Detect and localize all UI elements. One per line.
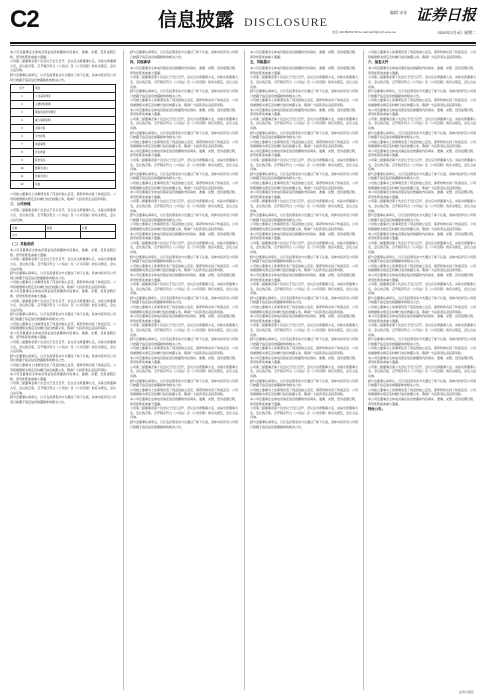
- article-columns: [10, 50, 476, 690]
- table-cell: 比例: [81, 225, 116, 232]
- paragraph: 公司第二届董事会第十次会议于近日召开，会议应出席董事九名，实际出席董事九名，会议的召集、召开程序符合《公司法》及《公司章程》的有关规定，会议合法有效。: [368, 364, 476, 378]
- paragraph: 公司独立董事对上述事项发表了同意的独立意见，保荐机构出具了核查意见。公司将根据相关规定及时履行信息披露义务，敬请广大投资者注意投资风险。: [250, 222, 358, 231]
- paragraph: 公司第二届董事会第十次会议于近日召开，会议应出席董事九名，实际出席董事九名，会议的召集、召开程序符合《公司法》及《公司章程》的有关规定，会议合法有效。: [10, 381, 116, 395]
- shareholding-table: [10, 224, 116, 239]
- paragraph: 公司第二届董事会第十次会议于近日召开，会议应出席董事九名，实际出席董事九名，会议的召集、召开程序符合《公司法》及《公司章程》的有关规定，会议合法有效。: [250, 158, 358, 172]
- paragraph: 公司独立董事对上述事项发表了同意的独立意见，保荐机构出具了核查意见。公司将根据相关规定及时履行信息披露义务，敬请广大投资者注意投资风险。: [250, 139, 358, 149]
- table-cell: 股份变动: [34, 157, 116, 165]
- paragraph: 本公司及董事会全体成员保证信息披露的内容真实、准确、完整，没有虚假记载、误导性陈述或重大遗漏。: [368, 272, 476, 282]
- paragraph: 本公司及董事会全体成员保证信息披露的内容真实、准确、完整，没有虚假记载、误导性陈述或重大遗漏。: [368, 355, 476, 365]
- table-cell: 数量: [46, 225, 81, 232]
- table-cell: 12: [11, 181, 34, 189]
- paragraph: 经与会董事认真审议，以记名投票表决方式通过了如下议案，具体内容详见公司同日披露于指定信息披露媒体的相关公告。: [368, 130, 476, 140]
- paragraph: 公司独立董事对上述事项发表了同意的独立意见，保荐机构出具了核查意见。公司将根据相关规定及时履行信息披露义务，敬请广大投资者注意投资风险。: [130, 139, 238, 149]
- paragraph: 本公司及董事会全体成员保证信息披露的内容真实、准确、完整，没有虚假记载、误导性陈述或重大遗漏。: [368, 231, 476, 241]
- table-row: [11, 85, 116, 93]
- column-2: [130, 50, 238, 690]
- paragraph: 公司独立董事对上述事项发表了同意的独立意见，保荐机构出具了核查意见。公司将根据相关规定及时履行信息披露义务，敬请广大投资者注意投资风险。: [368, 263, 476, 273]
- table-cell: 承诺事项: [34, 141, 116, 149]
- body-text-block: [368, 66, 476, 406]
- paragraph: 本公司及董事会全体成员保证信息披露的内容真实、准确、完整，没有虚假记载、误导性陈述或重大遗漏。: [130, 148, 238, 158]
- paragraph: 公司第二届董事会第十次会议于近日召开，会议应出席董事九名，实际出席董事九名，会议的召集、召开程序符合《公司法》及《公司章程》的有关规定，会议合法有效。: [368, 323, 476, 337]
- paragraph: 本公司及董事会全体成员保证信息披露的内容真实、准确、完整，没有虚假记载、误导性陈述或重大遗漏。: [130, 355, 238, 365]
- table-row: [11, 181, 116, 189]
- paragraph: 经与会董事认真审议，以记名投票表决方式通过了如下议案，具体内容详见公司同日披露于指定信息披露媒体的相关公告。: [368, 89, 476, 98]
- paragraph: 本公司及董事会全体成员保证信息披露的内容真实、准确、完整，没有虚假记载、误导性陈述或重大遗漏。: [250, 231, 358, 241]
- table-cell: 序号: [11, 85, 34, 93]
- paragraph: 公司独立董事对上述事项发表了同意的独立意见，保荐机构出具了核查意见。公司将根据相关规定及时履行信息披露义务，敬请广大投资者注意投资风险。: [130, 305, 238, 314]
- paragraph: 本公司及董事会全体成员保证信息披露的内容真实、准确、完整，没有虚假记载、误导性陈述或重大遗漏。: [130, 231, 238, 241]
- table-row: [11, 141, 116, 149]
- paragraph: 经与会董事认真审议，以记名投票表决方式通过了如下议案，具体内容详见公司同日披露于指定信息披露媒体的相关公告。: [250, 419, 358, 429]
- paragraph: 本公司及董事会全体成员保证信息披露的内容真实、准确、完整，没有虚假记载、误导性陈述或重大遗漏。: [250, 190, 358, 199]
- paragraph: 公司第二届董事会第十次会议于近日召开，会议应出席董事九名，实际出席董事九名，会议的召集、召开程序符合《公司法》及《公司章程》的有关规定，会议合法有效。: [130, 158, 238, 172]
- paragraph: 公司第二届董事会第十次会议于近日召开，会议应出席董事九名，实际出席董事九名，会议的召集、召开程序符合《公司法》及《公司章程》的有关规定，会议合法有效。: [250, 199, 358, 213]
- paragraph: 公司第二届董事会第十次会议于近日召开，会议应出席董事九名，实际出席董事九名，会议的召集、召开程序符合《公司法》及《公司章程》的有关规定，会议合法有效。: [130, 364, 238, 378]
- paragraph: 公司第二届董事会第十次会议于近日召开，会议应出席董事九名，实际出席董事九名，会议的召集、召开程序符合《公司法》及《公司章程》的有关规定，会议合法有效。: [130, 240, 238, 254]
- paragraph: 公司第二届董事会第十次会议于近日召开，会议应出席董事九名，实际出席董事九名，会议的召集、召开程序符合《公司法》及《公司章程》的有关规定，会议合法有效。: [250, 116, 358, 130]
- table-cell: 名称: [11, 225, 46, 232]
- paragraph: 经与会董事认真审议，以记名投票表决方式通过了如下议案，具体内容详见公司同日披露于指定信息披露媒体的相关公告。: [368, 378, 476, 388]
- paragraph: 公司第二届董事会第十次会议于近日召开，会议应出席董事九名，实际出席董事九名，会议的召集、召开程序符合《公司法》及《公司章程》的有关规定，会议合法有效。: [10, 257, 116, 271]
- table-row: [11, 109, 116, 117]
- section-heading: 五、风险提示: [250, 60, 271, 65]
- table-cell: 公司基本情况: [34, 93, 116, 101]
- section-subheading: （二）其他说明: [10, 242, 34, 247]
- column-divider: [363, 50, 364, 690]
- paragraph: 公司独立董事对上述事项发表了同意的独立意见，保荐机构出具了核查意见。公司将根据相关规定及时履行信息披露义务，敬请广大投资者注意投资风险。: [250, 98, 358, 107]
- paragraph: 经与会董事认真审议，以记名投票表决方式通过了如下议案，具体内容详见公司同日披露于指定信息披露媒体的相关公告。: [130, 337, 238, 346]
- paragraph: 经与会董事认真审议，以记名投票表决方式通过了如下议案，具体内容详见公司同日披露于指定信息披露媒体的相关公告。: [250, 89, 358, 98]
- paragraph: 经与会董事认真审议，以记名投票表决方式通过了如下议案，具体内容详见公司同日披露于指定信息披露媒体的相关公告。: [10, 353, 116, 363]
- paragraph: 本公司及董事会全体成员保证信息披露的内容真实、准确、完整，没有虚假记载、误导性陈述或重大遗漏。: [130, 190, 238, 199]
- table-cell: 关联交易: [34, 125, 116, 133]
- paragraph: 本公司及董事会全体成员保证信息披露的内容真实、准确、完整，没有虚假记载、误导性陈述或重大遗漏。: [250, 107, 358, 117]
- table-row: [11, 165, 116, 173]
- paragraph: 本公司及董事会全体成员保证信息披露的内容真实、准确、完整，没有虚假记载、误导性陈述或重大遗漏。: [250, 66, 358, 75]
- closing-line: 特此公告。: [368, 407, 385, 412]
- paragraph: 本公司及董事会全体成员保证信息披露的内容真实、准确、完整，没有虚假记载、误导性陈述或重大遗漏。: [368, 66, 476, 75]
- paragraph: 公司第二届董事会第十次会议于近日召开，会议应出席董事九名，实际出席董事九名，会议的召集、召开程序符合《公司法》及《公司章程》的有关规定，会议合法有效。: [368, 158, 476, 172]
- column-1: [10, 50, 116, 690]
- paragraph: 公司第二届董事会第十次会议于近日召开，会议应出席董事九名，实际出席董事九名，会议的召集、召开程序符合《公司法》及《公司章程》的有关规定，会议合法有效。: [130, 75, 238, 89]
- paragraph: 经与会董事认真审议，以记名投票表决方式通过了如下议案，具体内容详见公司同日披露于指定信息披露媒体的相关公告。: [250, 337, 358, 346]
- paragraph: 本公司及董事会全体成员保证信息披露的内容真实、准确、完整，没有虚假记载、误导性陈述或重大遗漏。: [10, 289, 116, 299]
- paragraph: 公司独立董事对上述事项发表了同意的独立意见，保荐机构出具了核查意见。公司将根据相关规定及时履行信息披露义务，敬请广大投资者注意投资风险。: [130, 98, 238, 107]
- table-row: [11, 93, 116, 101]
- table-row: [11, 101, 116, 109]
- header-rule-thin: [10, 45, 476, 46]
- table-row: [11, 133, 116, 141]
- paragraph: 公司独立董事对上述事项发表了同意的独立意见，保荐机构出具了核查意见。公司将根据相关规定及时履行信息披露义务，敬请广大投资者注意投资风险。: [368, 346, 476, 355]
- paragraph: 经与会董事认真审议，以记名投票表决方式通过了如下议案，具体内容详见公司同日披露于指定信息披露媒体的相关公告。: [10, 271, 116, 280]
- paragraph: 经与会董事认真审议，以记名投票表决方式通过了如下议案，具体内容详见公司同日披露于指定信息披露媒体的相关公告。: [368, 254, 476, 264]
- paragraph: 经与会董事认真审议，以记名投票表决方式通过了如下议案，具体内容详见公司同日披露于指定信息披露媒体的相关公告。: [130, 378, 238, 388]
- body-text-block: [130, 66, 238, 429]
- table-cell: 9: [11, 157, 34, 165]
- paragraph: 公司第二届董事会第十次会议于近日召开，会议应出席董事九名，实际出席董事九名，会议的召集、召开程序符合《公司法》及《公司章程》的有关规定，会议合法有效。: [250, 75, 358, 89]
- paragraph: 公司独立董事对上述事项发表了同意的独立意见，保荐机构出具了核查意见。公司将根据相关规定及时履行信息披露义务，敬请广大投资者注意投资风险。: [250, 263, 358, 273]
- paragraph: 公司第二届董事会第十次会议于近日召开，会议应出席董事九名，实际出席董事九名，会议的召集、召开程序符合《公司法》及《公司章程》的有关规定，会议合法有效。: [130, 199, 238, 213]
- paragraph: 公司第二届董事会第十次会议于近日召开，会议应出席董事九名，实际出席董事九名，会议的召集、召开程序符合《公司法》及《公司章程》的有关规定，会议合法有效。: [250, 406, 358, 420]
- paragraph: 经与会董事认真审议，以记名投票表决方式通过了如下议案，具体内容详见公司同日披露于指定信息披露媒体的相关公告。: [10, 395, 116, 404]
- paragraph: 公司独立董事对上述事项发表了同意的独立意见，保荐机构出具了核查意见。公司将根据相关规定及时履行信息披露义务，敬请广大投资者注意投资风险。: [368, 222, 476, 231]
- body-text-block: [250, 66, 358, 429]
- table-cell: 主要财务数据: [34, 101, 116, 109]
- paragraph: 公司第二届董事会第十次会议于近日召开，会议应出席董事九名，实际出席董事九名，会议的召集、召开程序符合《公司法》及《公司章程》的有关规定，会议合法有效。: [130, 406, 238, 420]
- paragraph: 本公司及董事会全体成员保证信息披露的内容真实、准确、完整，没有虚假记载、误导性陈述或重大遗漏。: [368, 148, 476, 158]
- paragraph: 公司独立董事对上述事项发表了同意的独立意见，保荐机构出具了核查意见。公司将根据相关规定及时履行信息披露义务，敬请广大投资者注意投资风险。: [130, 263, 238, 273]
- paragraph: 公司独立董事对上述事项发表了同意的独立意见，保荐机构出具了核查意见。公司将根据相关规定及时履行信息披露义务，敬请广大投资者注意投资风险。: [10, 321, 116, 331]
- paragraph: 公司独立董事对上述事项发表了同意的独立意见，保荐机构出具了核查意见。公司将根据相关规定及时履行信息披露义务，敬请广大投资者注意投资风险。: [10, 192, 116, 201]
- table-cell: 合计: [11, 232, 46, 239]
- paragraph: 公司独立董事对上述事项发表了同意的独立意见，保荐机构出具了核查意见。公司将根据相关规定及时履行信息披露义务，敬请广大投资者注意投资风险。: [368, 181, 476, 190]
- paragraph: 公司独立董事对上述事项发表了同意的独立意见，保荐机构出具了核查意见。公司将根据相关规定及时履行信息披露义务，敬请广大投资者注意投资风险。: [368, 387, 476, 397]
- paragraph: 公司第二届董事会第十次会议于近日召开，会议应出席董事九名，实际出席董事九名，会议的召集、召开程序符合《公司法》及《公司章程》的有关规定，会议合法有效。: [250, 364, 358, 378]
- paragraph: 公司独立董事对上述事项发表了同意的独立意见，保荐机构出具了核查意见。公司将根据相关规定及时履行信息披露义务，敬请广大投资者注意投资风险。: [250, 305, 358, 314]
- paragraph: 公司独立董事对上述事项发表了同意的独立意见，保荐机构出具了核查意见。公司将根据相关规定及时履行信息披露义务，敬请广大投资者注意投资风险。: [10, 280, 116, 289]
- disclosure-table: [10, 84, 116, 189]
- paragraph: 公司独立董事对上述事项发表了同意的独立意见，保荐机构出具了核查意见。公司将根据相关规定及时履行信息披露义务，敬请广大投资者注意投资风险。: [10, 362, 116, 372]
- paragraph: 本公司及董事会全体成员保证信息披露的内容真实、准确、完整，没有虚假记载、误导性陈述或重大遗漏。: [10, 248, 116, 257]
- column-divider: [244, 50, 245, 690]
- paragraph: 经与会董事认真审议，以记名投票表决方式通过了如下议案，具体内容详见公司同日披露于指定信息披露媒体的相关公告。: [130, 213, 238, 222]
- paragraph: 本公司及董事会全体成员保证信息披露的内容真实、准确、完整，没有虚假记载、误导性陈述或重大遗漏。: [130, 396, 238, 406]
- paragraph: 本公司及董事会全体成员保证信息披露的内容真实、准确、完整，没有虚假记载、误导性陈述或重大遗漏。: [250, 355, 358, 365]
- section-heading: 四、其他事项: [130, 60, 151, 65]
- paragraph: 本公司及董事会全体成员保证信息披露的内容真实、准确、完整，没有虚假记载、误导性陈述或重大遗漏。: [250, 50, 358, 59]
- paragraph: 本公司及董事会全体成员保证信息披露的内容真实、准确、完整，没有虚假记载、误导性陈述或重大遗漏。: [250, 272, 358, 282]
- table-row: [11, 149, 116, 157]
- paragraph: 本公司及董事会全体成员保证信息披露的内容真实、准确、完整，没有虚假记载、误导性陈述或重大遗漏。: [250, 314, 358, 323]
- paragraph: 公司第二届董事会第十次会议于近日召开，会议应出席董事九名，实际出席董事九名，会议的召集、召开程序符合《公司法》及《公司章程》的有关规定，会议合法有效。: [368, 240, 476, 254]
- table-cell: 诉讼仲裁: [34, 149, 116, 157]
- paragraph: 公司独立董事对上述事项发表了同意的独立意见，保荐机构出具了核查意见。公司将根据相关规定及时履行信息披露义务，敬请广大投资者注意投资风险。: [250, 346, 358, 355]
- masthead: [10, 6, 476, 42]
- paragraph: 公司第二届董事会第十次会议于近日召开，会议应出席董事九名，实际出席董事九名，会议的召集、召开程序符合《公司法》及《公司章程》的有关规定，会议合法有效。: [250, 282, 358, 296]
- paragraph: 经与会董事认真审议，以记名投票表决方式通过了如下议案，具体内容详见公司同日披露于指定信息披露媒体的相关公告。: [130, 171, 238, 181]
- paragraph: 本公司及董事会全体成员保证信息披露的内容真实、准确、完整，没有虚假记载、误导性陈述或重大遗漏。: [250, 396, 358, 406]
- paragraph: 公司第二届董事会第十次会议于近日召开，会议应出席董事九名，实际出席董事九名，会议的召集、召开程序符合《公司法》及《公司章程》的有关规定，会议合法有效。: [10, 298, 116, 312]
- section-title-en: DISCLOSURE: [244, 15, 329, 29]
- table-cell: 3: [11, 109, 34, 117]
- table-cell: 5: [11, 125, 34, 133]
- paragraph: 经与会董事认真审议，以记名投票表决方式通过了如下议案，具体内容详见公司同日披露于指定信息披露媒体的相关公告。: [250, 378, 358, 388]
- paragraph: 经与会董事认真审议，以记名投票表决方式通过了如下议案，具体内容详见公司同日披露于指定信息披露媒体的相关公告。: [368, 213, 476, 222]
- paragraph: 本公司及董事会全体成员保证信息披露的内容真实、准确、完整，没有虚假记载、误导性陈述或重大遗漏。: [130, 107, 238, 117]
- paragraph: 经与会董事认真审议，以记名投票表决方式通过了如下议案，具体内容详见公司同日披露于指定信息披露媒体的相关公告。: [250, 254, 358, 264]
- paragraph: 经与会董事认真审议，以记名投票表决方式通过了如下议案，具体内容详见公司同日披露于指定信息披露媒体的相关公告。: [250, 295, 358, 305]
- paragraph: 公司第二届董事会第十次会议于近日召开，会议应出席董事九名，实际出席董事九名，会议的召集、召开程序符合《公司法》及《公司章程》的有关规定，会议合法有效。: [10, 59, 116, 73]
- issue-date: 2020年2月4日 星期二: [437, 30, 476, 35]
- paragraph: 经与会董事认真审议，以记名投票表决方式通过了如下议案，具体内容详见公司同日披露于指定信息披露媒体的相关公告。: [130, 50, 238, 59]
- paragraph: 本公司及董事会全体成员保证信息披露的内容真实、准确、完整，没有虚假记载、误导性陈述或重大遗漏。: [10, 330, 116, 340]
- page-code: C2: [10, 6, 39, 33]
- table-row: [11, 173, 116, 181]
- table-row: [11, 225, 116, 232]
- paragraph: 公司独立董事对上述事项发表了同意的独立意见，保荐机构出具了核查意见。公司将根据相关规定及时履行信息披露义务，敬请广大投资者注意投资风险。: [368, 98, 476, 107]
- paragraph: 公司第二届董事会第十次会议于近日召开，会议应出席董事九名，实际出席董事九名，会议的召集、召开程序符合《公司法》及《公司章程》的有关规定，会议合法有效。: [10, 340, 116, 354]
- table-cell: 8: [11, 149, 34, 157]
- header-rule: [10, 42, 476, 44]
- paragraph: 公司第二届董事会第十次会议于近日召开，会议应出席董事九名，实际出席董事九名，会议的召集、召开程序符合《公司法》及《公司章程》的有关规定，会议合法有效。: [368, 282, 476, 296]
- column-3: [250, 50, 358, 690]
- paragraph: 公司第二届董事会第十次会议于近日召开，会议应出席董事九名，实际出席董事九名，会议的召集、召开程序符合《公司法》及《公司章程》的有关规定，会议合法有效。: [130, 323, 238, 337]
- paragraph: 经与会董事认真审议，以记名投票表决方式通过了如下议案，具体内容详见公司同日披露于指定信息披露媒体的相关公告。: [10, 312, 116, 322]
- paragraph: 公司第二届董事会第十次会议于近日召开，会议应出席董事九名，实际出席董事九名，会议的召集、召开程序符合《公司法》及《公司章程》的有关规定，会议合法有效。: [250, 240, 358, 254]
- paragraph: 公司第二届董事会第十次会议于近日召开，会议应出席董事九名，实际出席董事九名，会议的召集、召开程序符合《公司法》及《公司章程》的有关规定，会议合法有效。: [250, 323, 358, 337]
- body-text-block: [10, 248, 116, 404]
- footer-imprint: 证券日报社: [458, 690, 474, 694]
- paragraph: 本公司及董事会全体成员保证信息披露的内容真实、准确、完整，没有虚假记载、误导性陈述或重大遗漏。: [250, 148, 358, 158]
- paragraph: 公司第二届董事会第十次会议于近日召开，会议应出席董事九名，实际出席董事九名，会议的召集、召开程序符合《公司法》及《公司章程》的有关规定，会议合法有效。: [130, 116, 238, 130]
- paragraph: 公司独立董事对上述事项发表了同意的独立意见，保荐机构出具了核查意见。公司将根据相关规定及时履行信息披露义务，敬请广大投资者注意投资风险。: [250, 387, 358, 397]
- column-divider: [123, 50, 124, 690]
- table-cell: [46, 232, 81, 239]
- paragraph: 公司独立董事对上述事项发表了同意的独立意见，保荐机构出具了核查意见。公司将根据相关规定及时履行信息披露义务，敬请广大投资者注意投资风险。: [130, 181, 238, 190]
- paragraph: 经与会董事认真审议，以记名投票表决方式通过了如下议案，具体内容详见公司同日披露于指定信息披露媒体的相关公告。: [250, 171, 358, 181]
- paragraph: 经与会董事认真审议，以记名投票表决方式通过了如下议案，具体内容详见公司同日披露于指定信息披露媒体的相关公告。: [130, 419, 238, 429]
- paragraph: 公司独立董事对上述事项发表了同意的独立意见，保荐机构出具了核查意见。公司将根据相关规定及时履行信息披露义务，敬请广大投资者注意投资风险。: [368, 305, 476, 314]
- paragraph: 公司第二届董事会第十次会议于近日召开，会议应出席董事九名，实际出席董事九名，会议的召集、召开程序符合《公司法》及《公司章程》的有关规定，会议合法有效。: [130, 282, 238, 296]
- paragraph: 公司第二届董事会第十次会议于近日召开，会议应出席董事九名，实际出席董事九名，会议的召集、召开程序符合《公司法》及《公司章程》的有关规定，会议合法有效。: [368, 199, 476, 213]
- paragraph: 本公司及董事会全体成员保证信息披露的内容真实、准确、完整，没有虚假记载、误导性陈述或重大遗漏。: [368, 314, 476, 323]
- paragraph: 公司独立董事对上述事项发表了同意的独立意见，保荐机构出具了核查意见。公司将根据相关规定及时履行信息披露义务，敬请广大投资者注意投资风险。: [368, 50, 476, 59]
- table-cell: 其他: [34, 181, 116, 189]
- table-cell: 募集资金使用情况: [34, 109, 116, 117]
- paragraph: 本公司及董事会全体成员保证信息披露的内容真实、准确、完整，没有虚假记载、误导性陈述或重大遗漏。: [130, 66, 238, 75]
- paragraph: 经与会董事认真审议，以记名投票表决方式通过了如下议案，具体内容详见公司同日披露于指定信息披露媒体的相关公告。: [250, 130, 358, 140]
- table-cell: 董事会决议: [34, 165, 116, 173]
- table-cell: 6: [11, 133, 34, 141]
- paragraph: 公司独立董事对上述事项发表了同意的独立意见，保荐机构出具了核查意见。公司将根据相关规定及时履行信息披露义务，敬请广大投资者注意投资风险。: [130, 346, 238, 355]
- newspaper-logo: 证券日报: [415, 6, 476, 24]
- paragraph: 本公司及董事会全体成员保证信息披露的内容真实、准确、完整，没有虚假记载、误导性陈述或重大遗漏。: [368, 396, 476, 406]
- paragraph: 公司独立董事对上述事项发表了同意的独立意见，保荐机构出具了核查意见。公司将根据相关规定及时履行信息披露义务，敬请广大投资者注意投资风险。: [130, 222, 238, 231]
- paragraph: 本公司及董事会全体成员保证信息披露的内容真实、准确、完整，没有虚假记载、误导性陈述或重大遗漏。: [130, 314, 238, 323]
- paragraph: 公司第二届董事会第十次会议于近日召开，会议应出席董事九名，实际出席董事九名，会议的召集、召开程序符合《公司法》及《公司章程》的有关规定，会议合法有效。: [368, 116, 476, 130]
- table-row: [11, 117, 116, 125]
- paragraph: 经与会董事认真审议，以记名投票表决方式通过了如下议案，具体内容详见公司同日披露于指定信息披露媒体的相关公告。: [130, 89, 238, 98]
- paragraph: 经与会董事认真审议，以记名投票表决方式通过了如下议案，具体内容详见公司同日披露于指定信息披露媒体的相关公告。: [130, 130, 238, 140]
- paragraph: 公司第二届董事会第十次会议于近日召开，会议应出席董事九名，实际出席董事九名，会议的召集、召开程序符合《公司法》及《公司章程》的有关规定，会议合法有效。: [10, 208, 116, 222]
- table-cell: 7: [11, 141, 34, 149]
- paragraph: 经与会董事认真审议，以记名投票表决方式通过了如下议案，具体内容详见公司同日披露于指定信息披露媒体的相关公告。: [250, 213, 358, 222]
- table-cell: 11: [11, 173, 34, 181]
- paragraph: 本公司及董事会全体成员保证信息披露的内容真实、准确、完整，没有虚假记载、误导性陈述或重大遗漏。: [368, 107, 476, 117]
- table-cell: 1: [11, 93, 34, 101]
- table-row: [11, 157, 116, 165]
- paragraph: 本公司及董事会全体成员保证信息披露的内容真实、准确、完整，没有虚假记载、误导性陈述或重大遗漏。: [368, 190, 476, 199]
- editor-line: 编辑 宋亮: [390, 10, 408, 15]
- section-title: 信息披露: [158, 9, 235, 31]
- table-cell: 对外担保: [34, 133, 116, 141]
- table-cell: 项目: [34, 85, 116, 93]
- paragraph: 经与会董事认真审议，以记名投票表决方式通过了如下议案，具体内容详见公司同日披露于指定信息披露媒体的相关公告。: [10, 72, 116, 82]
- table-cell: 4: [11, 117, 34, 125]
- table-cell: [81, 232, 116, 239]
- table-row: [11, 232, 116, 239]
- paragraph: 公司第二届董事会第十次会议于近日召开，会议应出席董事九名，实际出席董事九名，会议的召集、召开程序符合《公司法》及《公司章程》的有关规定，会议合法有效。: [368, 75, 476, 89]
- paragraph: 经与会董事认真审议，以记名投票表决方式通过了如下议案，具体内容详见公司同日披露于指定信息披露媒体的相关公告。: [130, 295, 238, 305]
- table-cell: 2: [11, 101, 34, 109]
- paragraph: 公司独立董事对上述事项发表了同意的独立意见，保荐机构出具了核查意见。公司将根据相关规定及时履行信息披露义务，敬请广大投资者注意投资风险。: [250, 181, 358, 190]
- paragraph: 经与会董事认真审议，以记名投票表决方式通过了如下议案，具体内容详见公司同日披露于指定信息披露媒体的相关公告。: [130, 254, 238, 264]
- section-heading: 三、公司治理: [10, 202, 31, 207]
- paragraph: 公司独立董事对上述事项发表了同意的独立意见，保荐机构出具了核查意见。公司将根据相关规定及时履行信息披露义务，敬请广大投资者注意投资风险。: [130, 387, 238, 397]
- paragraph: 公司独立董事对上述事项发表了同意的独立意见，保荐机构出具了核查意见。公司将根据相关规定及时履行信息披露义务，敬请广大投资者注意投资风险。: [368, 139, 476, 149]
- table-cell: 监事会决议: [34, 173, 116, 181]
- table-cell: 10: [11, 165, 34, 173]
- paragraph: 经与会董事认真审议，以记名投票表决方式通过了如下议案，具体内容详见公司同日披露于指定信息披露媒体的相关公告。: [368, 295, 476, 305]
- table-row: [11, 125, 116, 133]
- column-4: [368, 50, 476, 690]
- paragraph: 本公司及董事会全体成员保证信息披露的内容真实、准确、完整，没有虚假记载、误导性陈述或重大遗漏。: [10, 372, 116, 381]
- paragraph: 经与会董事认真审议，以记名投票表决方式通过了如下议案，具体内容详见公司同日披露于指定信息披露媒体的相关公告。: [368, 337, 476, 346]
- paragraph: 本公司及董事会全体成员保证信息披露的内容真实、准确、完整，没有虚假记载、误导性陈述或重大遗漏。: [130, 272, 238, 282]
- table-cell: 重大事项说明: [34, 117, 116, 125]
- paragraph: 本公司及董事会全体成员保证信息披露的内容真实、准确、完整，没有虚假记载、误导性陈述或重大遗漏。: [10, 50, 116, 59]
- paragraph: 经与会董事认真审议，以记名投票表决方式通过了如下议案，具体内容详见公司同日披露于指定信息披露媒体的相关公告。: [368, 171, 476, 181]
- contact-line: 电话 010-83251730 E-mail:zqrb9@zqrb.sina.net: [332, 30, 397, 34]
- section-heading: 六、备查文件: [368, 60, 389, 65]
